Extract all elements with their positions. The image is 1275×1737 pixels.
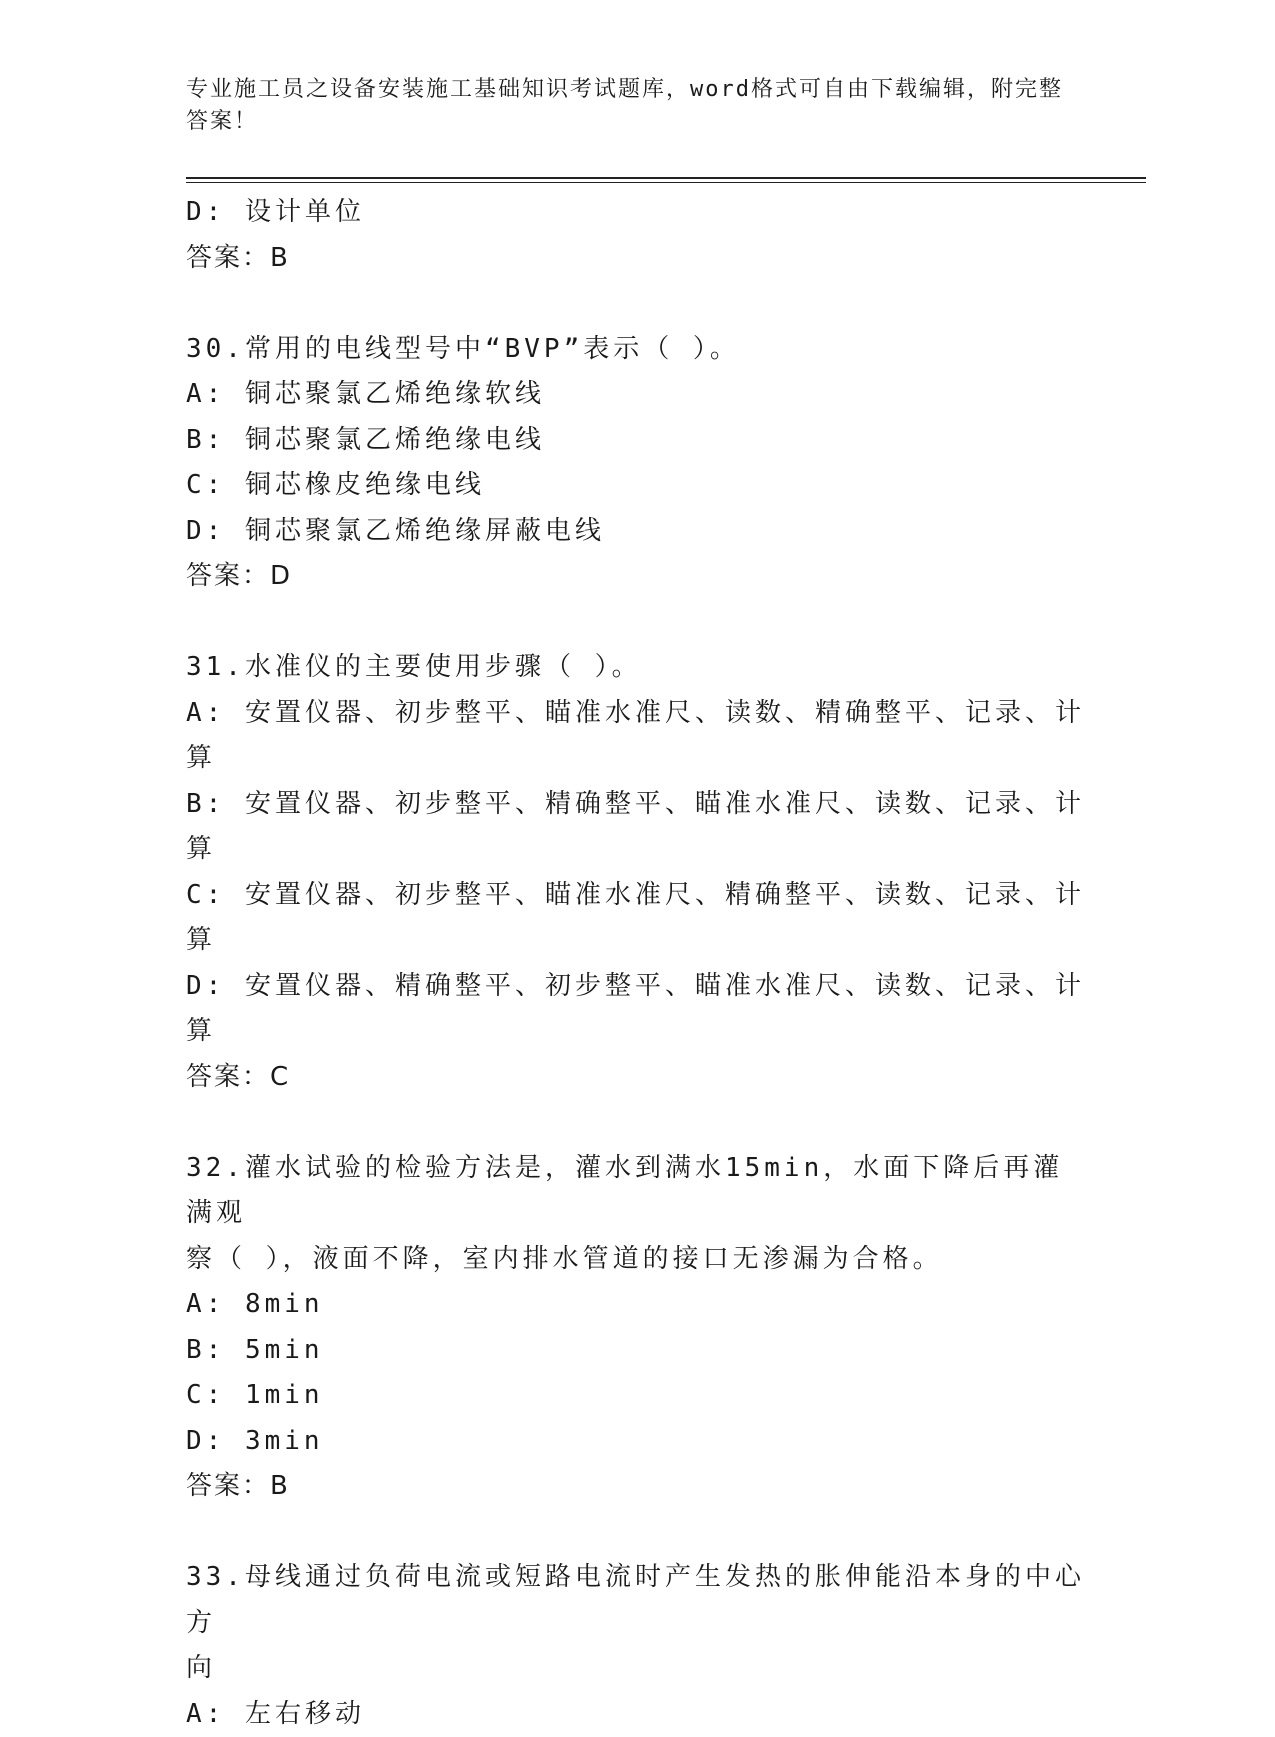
- spacer: [186, 600, 1086, 646]
- question-31-option-d: D: 安置仪器、精确整平、初步整平、瞄准水准尺、读数、记录、计算: [186, 964, 1086, 1055]
- prev-option-d: D: 设计单位: [186, 190, 1086, 236]
- spacer: [186, 281, 1086, 327]
- page-header: 专业施工员之设备安装施工基础知识考试题库，word格式可自由下载编辑，附完整答案！: [186, 74, 1066, 138]
- question-32-answer: 答案：B: [186, 1464, 1086, 1510]
- question-31-option-a: A: 安置仪器、初步整平、瞄准水准尺、读数、精确整平、记录、计算: [186, 691, 1086, 782]
- question-31-option-b: B: 安置仪器、初步整平、精确整平、瞄准水准尺、读数、记录、计算: [186, 782, 1086, 873]
- question-31-answer: 答案：C: [186, 1055, 1086, 1101]
- question-32-option-d: D: 3min: [186, 1419, 1086, 1465]
- question-30-option-b: B: 铜芯聚氯乙烯绝缘电线: [186, 418, 1086, 464]
- question-32-stem-line-1: 32.灌水试验的检验方法是，灌水到满水15min，水面下降后再灌满观: [186, 1146, 1086, 1237]
- question-32-stem-line-2: 察（ ），液面不降，室内排水管道的接口无渗漏为合格。: [186, 1237, 1086, 1283]
- question-32-option-b: B: 5min: [186, 1328, 1086, 1374]
- question-31-option-c: C: 安置仪器、初步整平、瞄准水准尺、精确整平、读数、记录、计算: [186, 873, 1086, 964]
- prev-answer: 答案：B: [186, 236, 1086, 282]
- question-30-option-c: C: 铜芯橡皮绝缘电线: [186, 463, 1086, 509]
- question-33-stem-line-1: 33.母线通过负荷电流或短路电流时产生发热的胀伸能沿本身的中心方: [186, 1555, 1086, 1646]
- question-content: [186, 190, 1086, 1737]
- question-32-option-c: C: 1min: [186, 1373, 1086, 1419]
- spacer: [186, 1100, 1086, 1146]
- question-32-option-a: A: 8min: [186, 1282, 1086, 1328]
- question-31-stem: 31.水准仪的主要使用步骤（ ）。: [186, 645, 1086, 691]
- question-33-option-a: A: 左右移动: [186, 1692, 1086, 1737]
- question-33-stem-line-2: 向: [186, 1646, 1086, 1692]
- question-30-stem: 30.常用的电线型号中“BVP”表示（ ）。: [186, 327, 1086, 373]
- header-rule-thick: [186, 177, 1146, 179]
- question-30-answer: 答案：D: [186, 554, 1086, 600]
- header-rule-thin: [186, 182, 1146, 183]
- question-30-option-d: D: 铜芯聚氯乙烯绝缘屏蔽电线: [186, 509, 1086, 555]
- question-30-option-a: A: 铜芯聚氯乙烯绝缘软线: [186, 372, 1086, 418]
- spacer: [186, 1510, 1086, 1556]
